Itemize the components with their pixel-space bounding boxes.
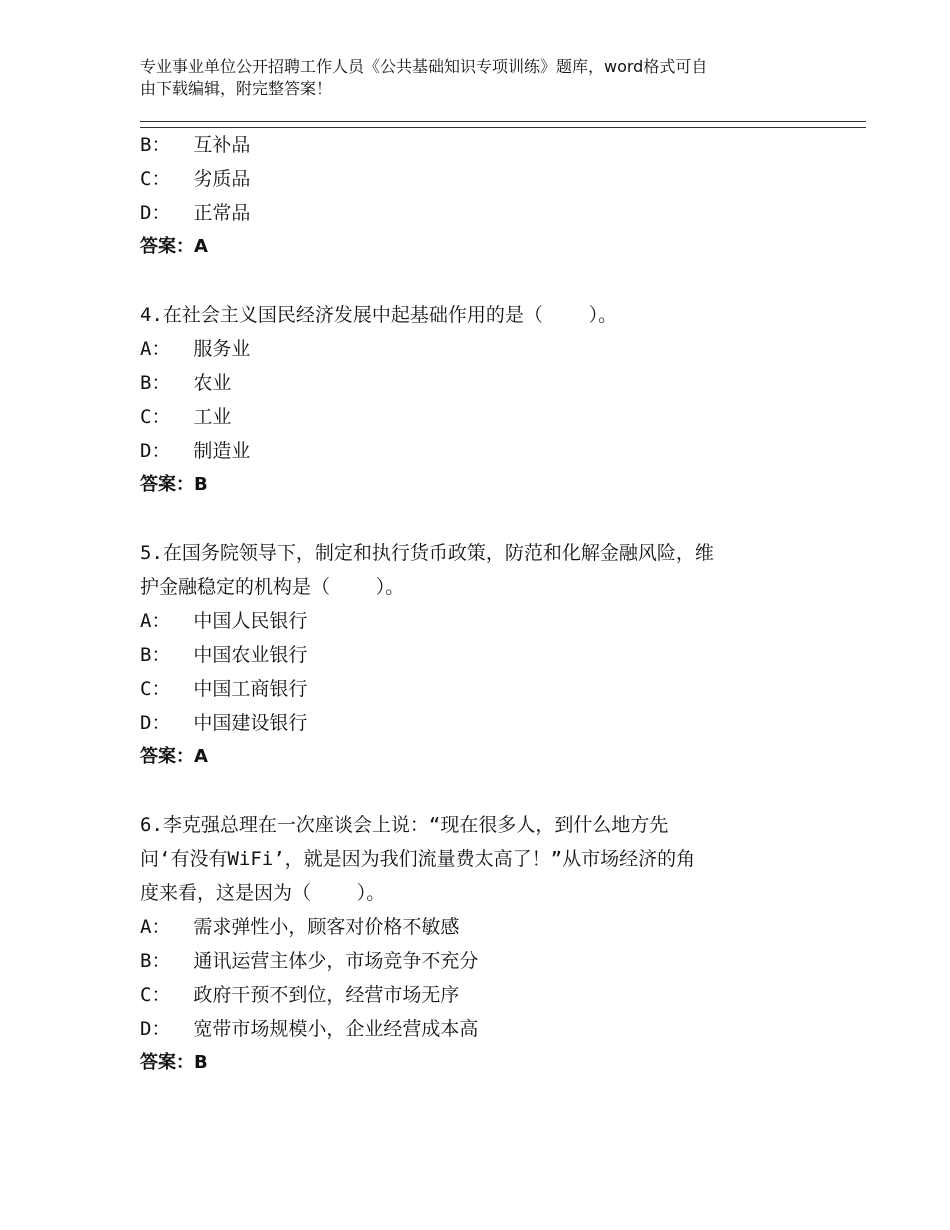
question-text: 问‘有没有WiFi’，就是因为我们流量费太高了！”从市场经济的角 <box>140 848 696 870</box>
question-5 <box>140 536 840 774</box>
answer: 答案：A <box>140 236 208 257</box>
option-c: C： 政府干预不到位，经营市场无序 <box>140 984 460 1006</box>
question-text: 6.李克强总理在一次座谈会上说：“现在很多人，到什么地方先 <box>140 814 669 836</box>
option-a: A： 中国人民银行 <box>140 610 308 632</box>
option-d: D： 宽带市场规模小，企业经营成本高 <box>140 1018 479 1040</box>
option-b: B： 中国农业银行 <box>140 644 308 666</box>
answer: 答案：B <box>140 1052 208 1073</box>
option-b: B： 农业 <box>140 372 232 394</box>
option-c: C： 劣质品 <box>140 168 251 190</box>
question-6 <box>140 808 840 1080</box>
question-text: 护金融稳定的机构是（ ）。 <box>140 576 405 598</box>
option-a: A： 服务业 <box>140 338 251 360</box>
option-c: C： 工业 <box>140 406 232 428</box>
header-line-2: 由下载编辑，附完整答案！ <box>140 79 333 98</box>
header-rule <box>140 121 866 128</box>
answer: 答案：A <box>140 746 208 767</box>
question-text: 4.在社会主义国民经济发展中起基础作用的是（ ）。 <box>140 304 618 326</box>
answer: 答案：B <box>140 474 208 495</box>
prev-question-block <box>140 128 840 264</box>
header-line-1: 专业事业单位公开招聘工作人员《公共基础知识专项训练》题库，word格式可自 <box>140 57 708 76</box>
option-d: D： 制造业 <box>140 440 251 462</box>
question-text: 5.在国务院领导下，制定和执行货币政策，防范和化解金融风险，维 <box>140 542 714 564</box>
option-a: A： 需求弹性小，顾客对价格不敏感 <box>140 916 460 938</box>
option-b: B： 通讯运营主体少，市场竞争不充分 <box>140 950 479 972</box>
document-body <box>140 128 840 1080</box>
question-4 <box>140 298 840 502</box>
question-text: 度来看，这是因为（ ）。 <box>140 882 386 904</box>
option-d: D： 中国建设银行 <box>140 712 308 734</box>
option-c: C： 中国工商银行 <box>140 678 308 700</box>
option-b: B： 互补品 <box>140 134 251 156</box>
option-d: D： 正常品 <box>140 202 251 224</box>
document-header <box>140 56 830 100</box>
